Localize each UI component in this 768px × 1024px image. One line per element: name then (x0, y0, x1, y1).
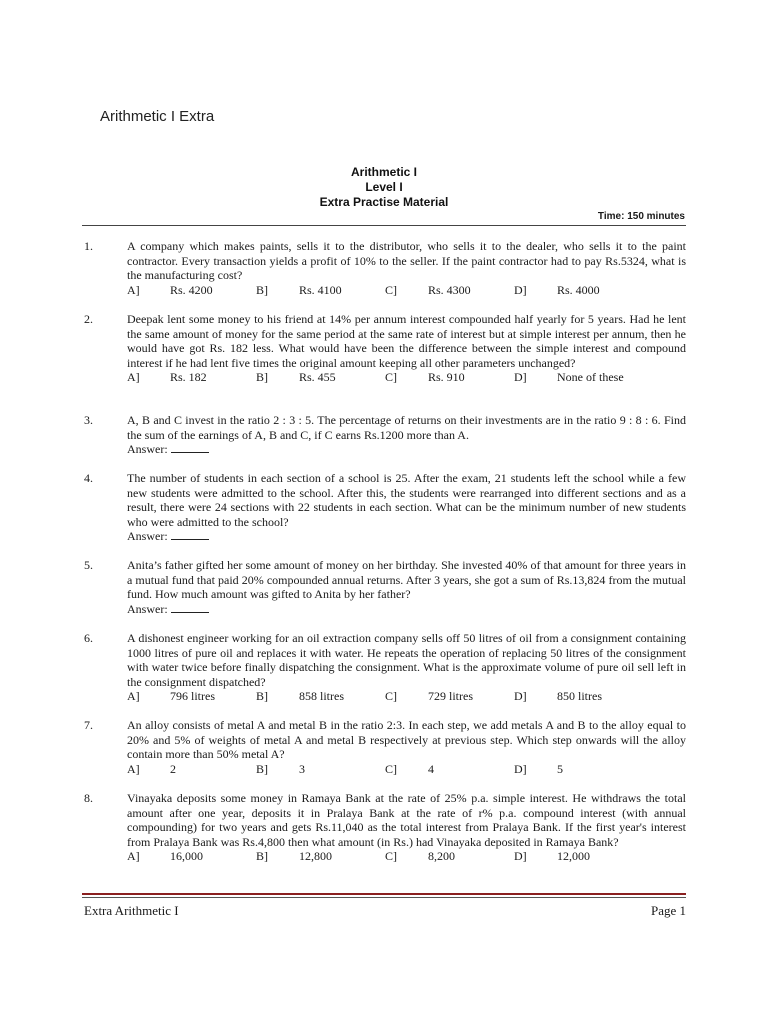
option-key: C] (385, 761, 397, 776)
option-key: B] (256, 761, 268, 776)
option-value: 4 (428, 761, 434, 776)
footer-title: Extra Arithmetic I (84, 903, 179, 918)
option-value: 858 litres (299, 689, 344, 704)
question-number: 8. (84, 791, 93, 805)
option-value: 5 (557, 761, 563, 776)
option-key: B] (256, 282, 268, 297)
question-text: The number of students in each section of a school is 25. After the exam, 21 students left the school while a few new students were admitted to the school. After this, the students were rearranged into different sections and as a result, there were 24 sections with 22 students in each section. What can be the minimum number of new students who were admitted to the school? (127, 471, 686, 529)
option-value: 12,000 (557, 849, 590, 864)
answer-line (127, 602, 686, 617)
options-row (127, 370, 686, 385)
option-key: B] (256, 370, 268, 385)
option-value: Rs. 4300 (428, 282, 471, 297)
heading-line-1: Arithmetic I (350, 165, 417, 179)
question-8 (84, 791, 686, 864)
question-text: Anita’s father gifted her some amount of money on her birthday. She invested 40% of that amount for three years in a mutual fund that paid 20% compounded annual returns. After 3 years, she got a sum of Rs.13,824 from the mutual fund. How much amount was gifted to Anita by her father? (127, 558, 686, 602)
question-number: 5. (84, 558, 93, 572)
option-value: Rs. 182 (170, 370, 207, 385)
page-heading (0, 165, 768, 210)
header-divider (82, 225, 686, 226)
option-value: Rs. 4200 (170, 282, 213, 297)
question-number: 3. (84, 413, 93, 427)
question-6 (84, 631, 686, 704)
option-key: A] (127, 282, 140, 297)
options-row (127, 762, 686, 777)
option-value: None of these (557, 370, 624, 385)
option-key: D] (514, 849, 527, 864)
option-value: 850 litres (557, 689, 602, 704)
question-4 (84, 471, 686, 544)
option-key: D] (514, 761, 527, 776)
option-value: Rs. 4100 (299, 282, 342, 297)
option-key: D] (514, 370, 527, 385)
question-7 (84, 718, 686, 777)
question-text: A dishonest engineer working for an oil extraction company sells off 50 litres of oil from a consignment containing 1000 litres of pure oil and replaces it with water. He repeats the operation of replacing 50 litres of the consignment with water twice before finally dispatching the consignment. What is the approximate volume of pure oil sell left in the consignment dispatched? (127, 631, 686, 689)
answer-line (127, 442, 686, 457)
option-value: 12,800 (299, 849, 332, 864)
answer-label: Answer: (127, 442, 168, 457)
option-value: 729 litres (428, 689, 473, 704)
question-number: 1. (84, 239, 93, 253)
option-value: Rs. 4000 (557, 282, 600, 297)
options-row (127, 689, 686, 704)
question-number: 7. (84, 718, 93, 732)
option-key: C] (385, 370, 397, 385)
time-limit: Time: 150 minutes (597, 211, 685, 222)
option-key: A] (127, 761, 140, 776)
option-key: C] (385, 282, 397, 297)
answer-blank (171, 529, 209, 540)
question-text: Vinayaka deposits some money in Ramaya Bank at the rate of 25% p.a. simple interest. He withdraws the total amount after one year, deposits it in Pralaya Bank at the rate of r% p.a. compound interest (with annual compounding) for two years and gets Rs.11,040 as the total interest from Pralaya Bank. If the first year's interest from Pralaya Bank was Rs.4,800 then what amount (in Rs.) had Vinayaka deposited in Ramaya Bank? (127, 791, 686, 849)
page-number: Page 1 (650, 903, 686, 918)
footer-divider (82, 897, 686, 898)
options-row (127, 849, 686, 864)
answer-label: Answer: (127, 529, 168, 544)
answer-label: Answer: (127, 601, 168, 616)
question-2 (84, 312, 686, 385)
question-text: A, B and C invest in the ratio 2 : 3 : 5. The percentage of returns on their investments are in the ratio 9 : 8 : 6. Find the sum of the earnings of A, B and C, if C earns Rs.1200 more than A. (127, 413, 686, 442)
option-key: A] (127, 689, 140, 704)
question-number: 4. (84, 471, 93, 485)
question-number: 6. (84, 631, 93, 645)
option-key: C] (385, 689, 397, 704)
option-value: 796 litres (170, 689, 215, 704)
option-value: Rs. 910 (428, 370, 465, 385)
option-value: Rs. 455 (299, 370, 336, 385)
heading-line-2: Level I (365, 180, 403, 194)
answer-blank (171, 602, 209, 613)
option-key: D] (514, 689, 527, 704)
question-text: Deepak lent some money to his friend at 14% per annum interest compounded half yearly for 5 years. Had he lent the same amount of money for the same period at the same rate of interest but at simple interest per annum, then he would have got Rs. 182 less. What would have been the difference between the simple interest and compound interest if he had lent five times the original amount keeping all other parameters unchanged? (127, 312, 686, 370)
option-value: 2 (170, 761, 176, 776)
question-5 (84, 558, 686, 616)
question-text: A company which makes paints, sells it to the distributor, who sells it to the dealer, who sells it to the paint contractor. Every transaction yields a profit of 10% to the seller. If the paint contractor had to pay Rs.5324, what is the manufacturing cost? (127, 239, 686, 283)
option-key: A] (127, 370, 140, 385)
question-number: 2. (84, 312, 93, 326)
option-key: A] (127, 849, 140, 864)
option-value: 3 (299, 761, 305, 776)
question-1 (84, 239, 686, 298)
answer-line (127, 529, 686, 544)
option-key: B] (256, 849, 268, 864)
options-row (127, 283, 686, 298)
footer-divider-red (82, 893, 686, 895)
option-value: 16,000 (170, 849, 203, 864)
option-key: C] (385, 849, 397, 864)
question-text: An alloy consists of metal A and metal B in the ratio 2:3. In each step, we add metals A and B to the alloy equal to 20% and 5% of weights of metal A and metal B respectively at previous step. Which step onwards will the alloy contain more than 50% metal A? (127, 718, 686, 762)
option-key: B] (256, 689, 268, 704)
option-key: D] (514, 282, 527, 297)
question-3 (84, 413, 686, 457)
heading-line-3: Extra Practise Material (319, 195, 449, 209)
option-value: 8,200 (428, 849, 455, 864)
document-title: Arithmetic I Extra (100, 108, 215, 125)
answer-blank (171, 442, 209, 453)
